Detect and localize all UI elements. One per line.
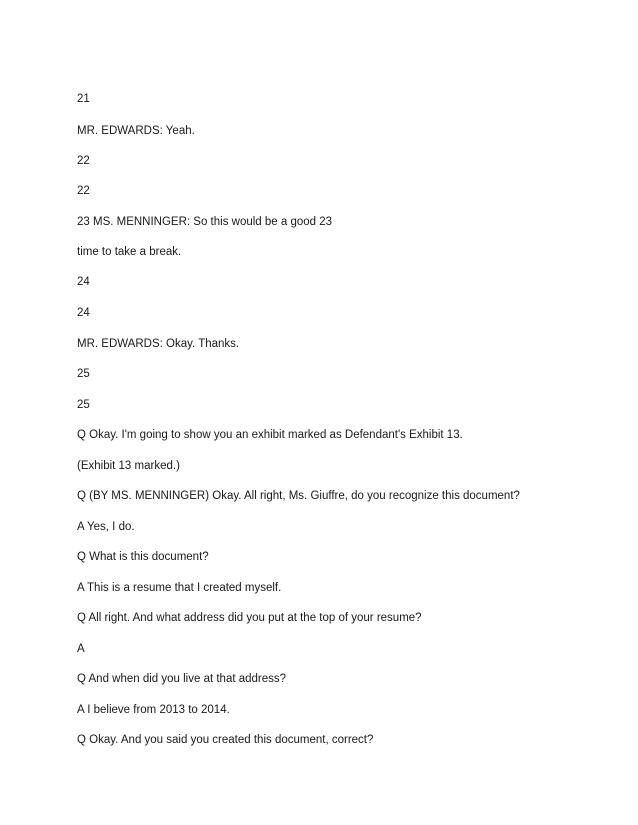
transcript-line: Q Okay. I'm going to show you an exhibit marked as Defendant's Exhibit 13.	[77, 429, 463, 441]
transcript-line: MR. EDWARDS: Okay. Thanks.	[77, 338, 240, 350]
transcript-line: A	[77, 643, 85, 655]
transcript-line: 22	[77, 185, 90, 197]
transcript-line: 23 MS. MENNINGER: So this would be a good 23	[77, 216, 333, 228]
transcript-line: MR. EDWARDS: Yeah.	[77, 125, 195, 137]
transcript-line: (Exhibit 13 marked.)	[77, 460, 180, 472]
transcript-line: Q (BY MS. MENNINGER) Okay. All right, Ms. Giuffre, do you recognize this document?	[77, 490, 520, 502]
transcript-line: 22	[77, 155, 90, 167]
transcript-line: 25	[77, 399, 90, 411]
transcript-line: 25	[77, 368, 90, 380]
transcript-line: time to take a break.	[77, 246, 182, 258]
transcript-line: 21	[77, 93, 90, 105]
transcript-line: Q All right. And what address did you put at the top of your resume?	[77, 612, 422, 624]
transcript-line: A I believe from 2013 to 2014.	[77, 704, 230, 716]
transcript-line: A Yes, I do.	[77, 521, 135, 533]
transcript-line: Q And when did you live at that address?	[77, 673, 287, 685]
transcript-line: A This is a resume that I created myself.	[77, 582, 282, 594]
transcript-line: 24	[77, 276, 90, 288]
transcript-line: Q What is this document?	[77, 551, 209, 563]
transcript-line: Q Okay. And you said you created this document, correct?	[77, 734, 374, 746]
transcript-line: 24	[77, 307, 90, 319]
